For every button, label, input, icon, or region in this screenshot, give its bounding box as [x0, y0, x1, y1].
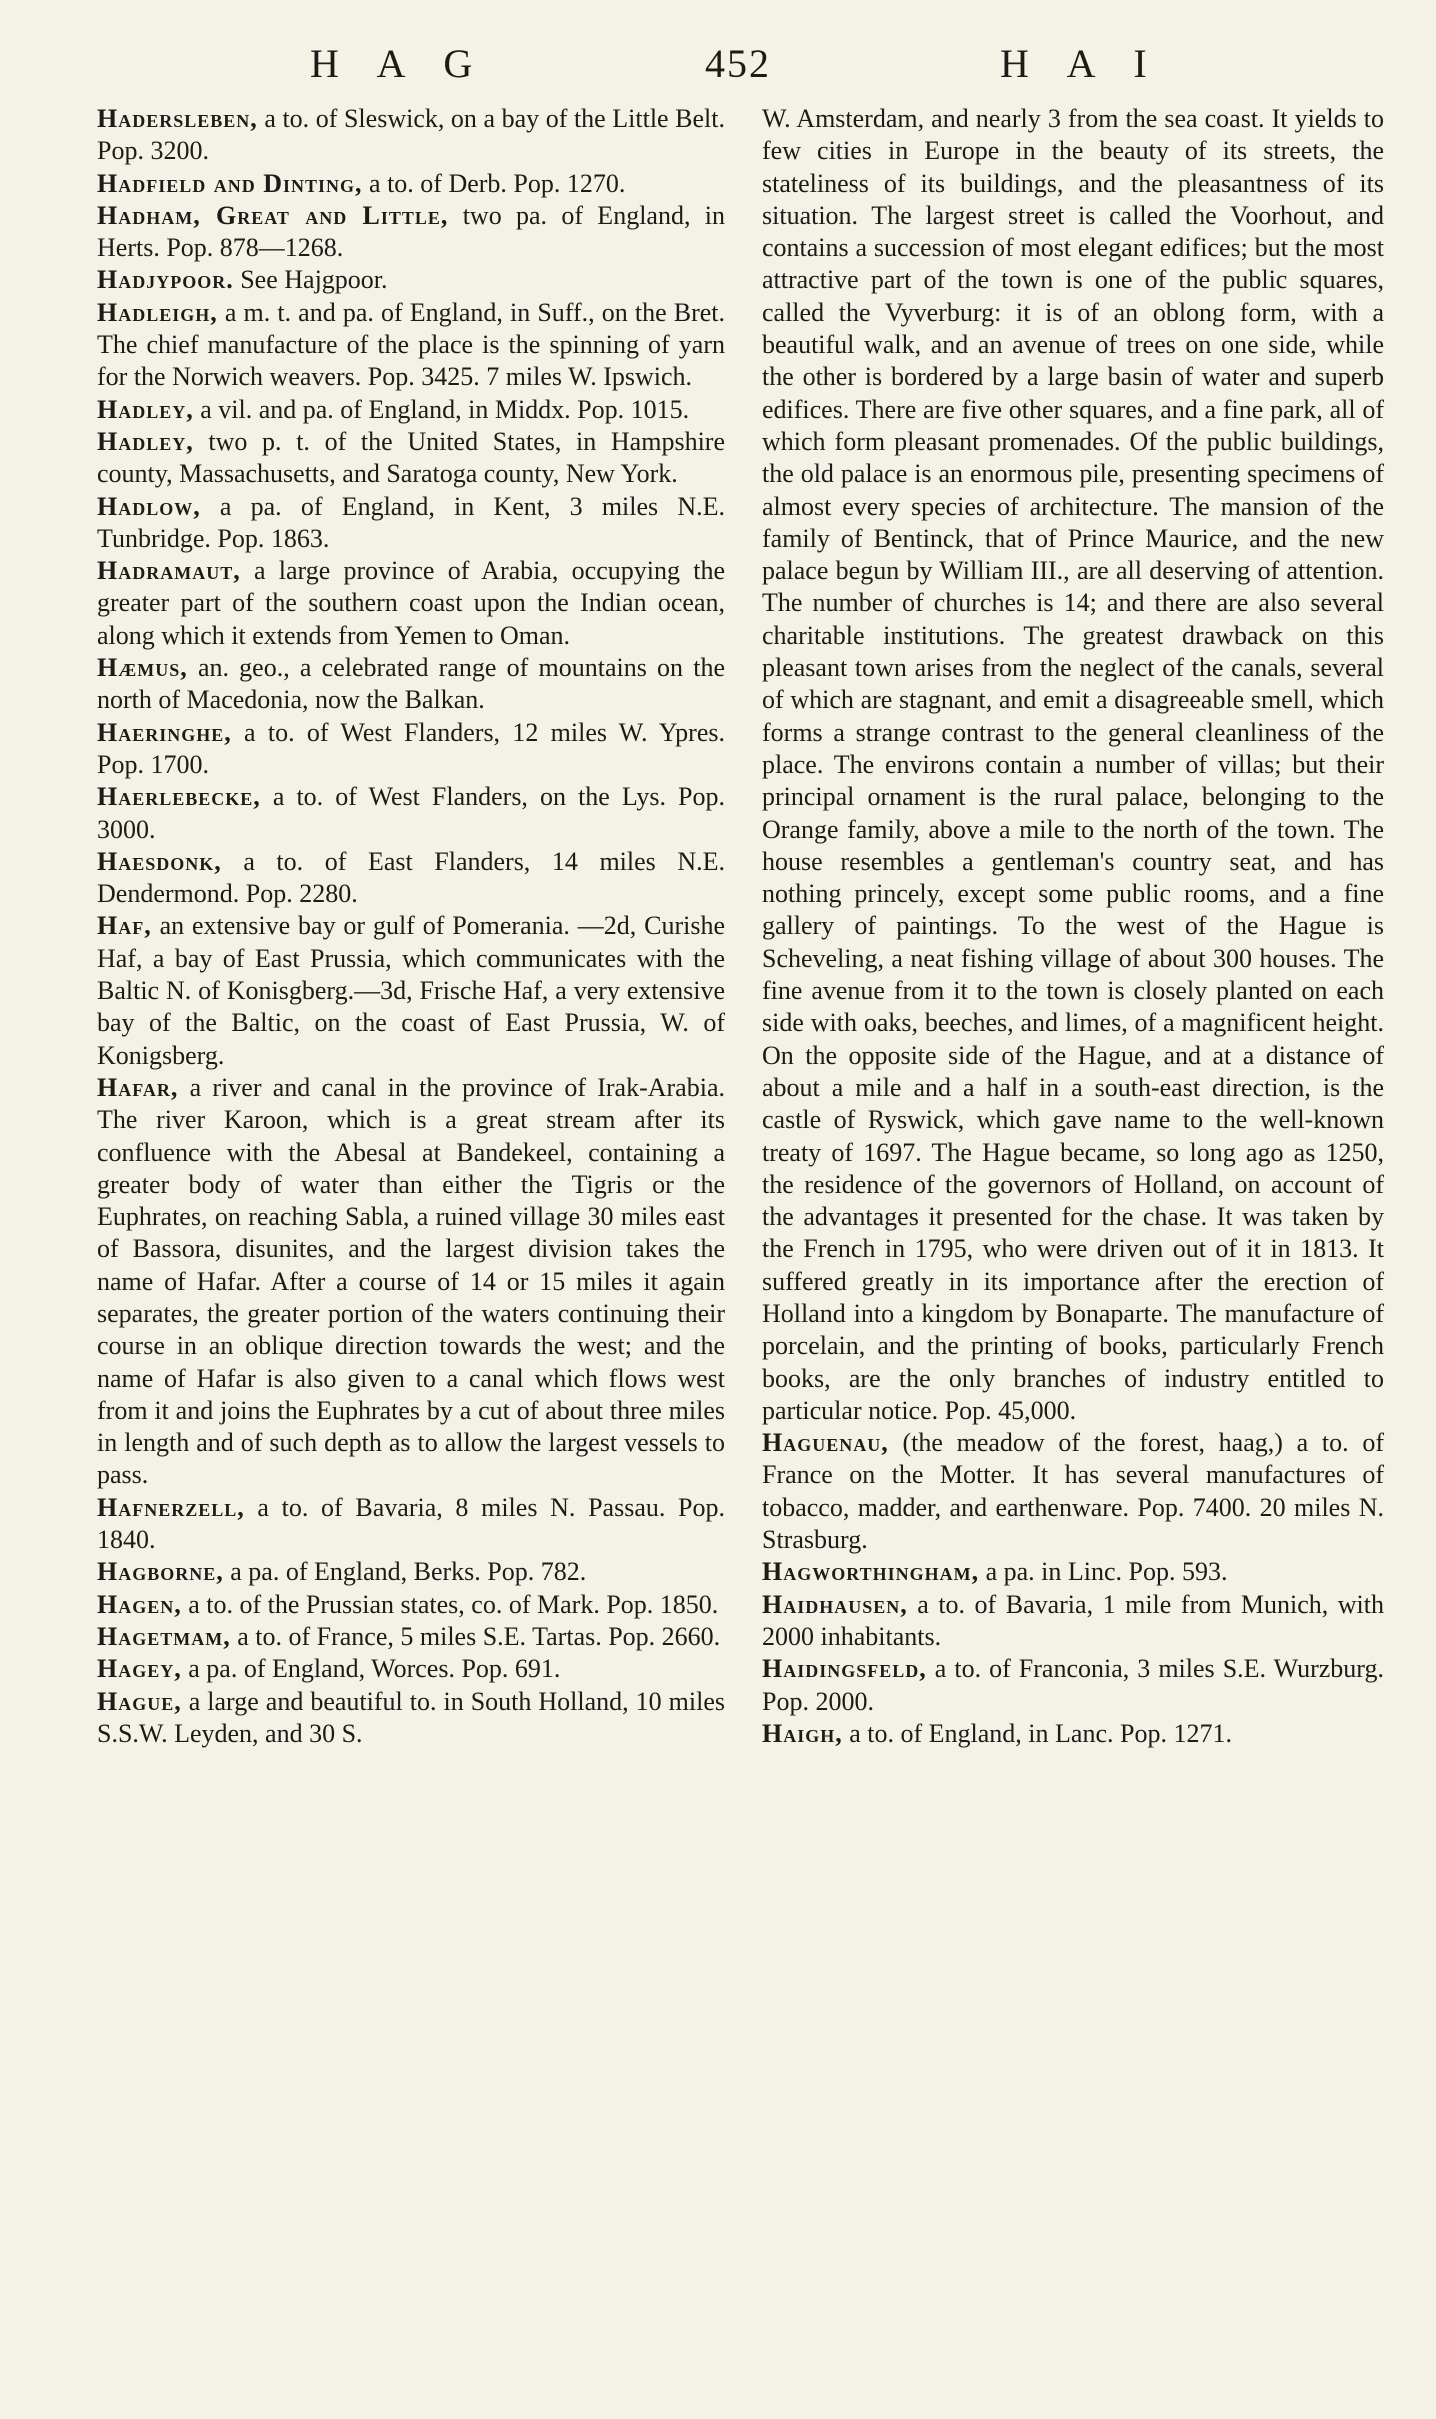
- entry-text: a to. of Bavaria, 8 miles N. Passau. Pop. 1840.: [97, 1492, 725, 1555]
- entry-headword: Hafar,: [97, 1072, 179, 1102]
- entry-text: a pa. of England, Berks. Pop. 782.: [223, 1557, 587, 1587]
- dictionary-entry: [97, 1556, 725, 1588]
- entry-text: See Hajgpoor.: [233, 265, 388, 295]
- dictionary-entry: [97, 1072, 725, 1492]
- entry-text: a to. of West Flanders, on the Lys. Pop. 3000.: [97, 782, 725, 844]
- dictionary-entry: [97, 652, 725, 717]
- dictionary-entry: [97, 910, 725, 1071]
- entry-headword: Hadersleben,: [97, 104, 258, 133]
- right-column: [762, 103, 1384, 1750]
- left-column: [97, 103, 725, 1750]
- entry-headword: Haerlebecke,: [97, 782, 261, 812]
- dictionary-entry: [97, 781, 725, 846]
- entry-headword: Hagborne,: [97, 1557, 224, 1587]
- running-head-left: H A G: [310, 41, 475, 86]
- entry-headword: Hafnerzell,: [97, 1492, 245, 1522]
- entry-text: a to. of France, 5 miles S.E. Tartas. Pop. 2660.: [230, 1621, 721, 1651]
- dictionary-entry: [762, 1718, 1384, 1750]
- dictionary-entry: [97, 717, 725, 782]
- dictionary-entry: [97, 394, 725, 426]
- dictionary-entry: [97, 426, 725, 491]
- entry-headword: Hadramaut,: [97, 556, 241, 586]
- entry-text: a to. of Derb. Pop. 1270.: [362, 168, 626, 198]
- page-number: 452: [705, 41, 771, 86]
- dictionary-entry: [97, 1621, 725, 1653]
- entry-text: two pa. of England, in Herts. Pop. 878—1268.: [97, 200, 725, 263]
- dictionary-entry: [762, 1427, 1384, 1556]
- entry-text: a to. of Franconia, 3 miles S.E. Wurzburg. Pop. 2000.: [762, 1654, 1384, 1716]
- entry-headword: Hadham, Great and Little,: [97, 200, 449, 230]
- entry-text: a m. t. and pa. of England, in Suff., on the Bret. The chief manufacture of the place is the spinning of yarn for the Norwich weavers. Pop. 3425. 7 miles W. Ipswich.: [97, 297, 725, 392]
- running-head-right: H A I: [1000, 41, 1149, 86]
- entry-headword: Haidingsfeld,: [762, 1654, 927, 1684]
- dictionary-entry: [97, 1653, 725, 1685]
- dictionary-entry: [762, 1589, 1384, 1654]
- entry-headword: Hadleigh,: [97, 297, 218, 327]
- entry-text: a to. of England, in Lanc. Pop. 1271.: [842, 1718, 1232, 1748]
- entry-headword: Haigh,: [762, 1718, 843, 1748]
- dictionary-entry: [97, 1492, 725, 1557]
- entry-text: a to. of West Flanders, 12 miles W. Ypres. Pop. 1700.: [97, 717, 725, 779]
- entry-headword: Haesdonk,: [97, 846, 222, 876]
- dictionary-entry: [97, 200, 725, 265]
- dictionary-entry: [97, 555, 725, 652]
- page-header: [0, 40, 1436, 96]
- entry-text: a pa. of England, in Kent, 3 miles N.E. Tunbridge. Pop. 1863.: [97, 491, 725, 553]
- entry-headword: Hæmus,: [97, 653, 188, 683]
- entry-text: two p. t. of the United States, in Hampshire county, Massachusetts, and Saratoga county, New York.: [97, 426, 725, 489]
- entry-text: (the meadow of the forest, haag,) a to. of France on the Motter. It has several manufactures of tobacco, madder, and earthenware. Pop. 7400. 20 miles N. Strasburg.: [762, 1428, 1384, 1555]
- entry-headword: Haidhausen,: [762, 1589, 908, 1619]
- entry-text: a to. of East Flanders, 14 miles N.E. Dendermond. Pop. 2280.: [97, 846, 725, 909]
- entry-text: a to. of Sleswick, on a bay of the Little Belt. Pop. 3200.: [97, 104, 725, 166]
- entry-headword: Hadjypoor.: [97, 265, 234, 295]
- entry-headword: Haf,: [97, 911, 152, 941]
- entry-text: a pa. of England, Worces. Pop. 691.: [181, 1654, 561, 1684]
- entry-headword: Hadley,: [97, 394, 194, 424]
- dictionary-entry: [97, 168, 725, 200]
- entry-headword: Hadley,: [97, 426, 194, 456]
- entry-headword: Hague,: [97, 1686, 182, 1716]
- entry-text: a to. of Bavaria, 1 mile from Munich, with 2000 inhabitants.: [762, 1589, 1384, 1651]
- continuation-paragraph: W. Amsterdam, and nearly 3 from the sea coast. It yields to few cities in Europe in the beauty of its streets, the stateliness of its buildings, and the pleasantness of its situation. The largest street is called the Voorhout, and contains a succession of most elegant edifices; but the most attractive part of the town is one of the public squares, called the Vyverburg: it is of an oblong form, with a beautiful walk, and an avenue of trees on one side, while the other is bordered by a large basin of water and superb edifices. There are five other squares, and a fine park, all of which form pleasant promenades. Of the public buildings, the old palace is an enormous pile, presenting specimens of almost every species of architecture. The mansion of the family of Bentinck, that of Prince Maurice, and the new palace begun by William III., are all deserving of attention. The number of churches is 14; and there are also several charitable institutions. The greatest drawback on this pleasant town arises from the neglect of the canals, several of which are stagnant, and emit a disagreeable smell, which forms a strange contrast to the general cleanliness of the place. The environs contain a number of villas; but their principal ornament is the rural palace, belonging to the Orange family, above a mile to the north of the town. The house resembles a gentleman's country seat, and has nothing princely, except some public rooms, and a fine gallery of paintings. To the west of the Hague is Scheveling, a neat fishing village of about 300 houses. The fine avenue from it to the town is closely planted on each side with oaks, beeches, and limes, of a magnificent height. On the opposite side of the Hague, and at a distance of about a mile and a half in a south-east direction, is the castle of Ryswick, which gave name to the well-known treaty of 1697. The Hague became, so long ago as 1250, the residence of the governors of Holland, on account of the advantages it presented for the chase. It was taken by the French in 1795, who were driven out of it in 1813. It suffered greatly in its importance after the erection of Holland into a kingdom by Bonaparte. The manufacture of porcelain, and the printing of books, particularly French books, are the only branches of industry entitled to particular notice. Pop. 45,000.: [762, 104, 1384, 1425]
- entry-headword: Hagworthingham,: [762, 1557, 980, 1587]
- entry-headword: Hagen,: [97, 1589, 182, 1619]
- entry-text: an extensive bay or gulf of Pomerania. —2d, Curishe Haf, a bay of East Prussia, which communicates with the Baltic N. of Konisgberg.—3d, Frische Haf, a very extensive bay of the Baltic, on the coast of East Prussia, W. of Konigsberg.: [97, 911, 725, 1070]
- dictionary-entry: [762, 1653, 1384, 1718]
- dictionary-entry: [762, 1556, 1384, 1588]
- entry-headword: Hadlow,: [97, 491, 201, 521]
- dictionary-entry: [97, 846, 725, 911]
- entry-text: a vil. and pa. of England, in Middx. Pop. 1015.: [193, 394, 690, 424]
- entry-headword: Hagetmam,: [97, 1621, 231, 1651]
- dictionary-entry: [97, 491, 725, 556]
- entry-headword: Haeringhe,: [97, 717, 232, 747]
- entry-text: a river and canal in the province of Irak-Arabia. The river Karoon, which is a great stream after its confluence with the Abesal at Bandekeel, containing a greater body of water than either the Tigris or the Euphrates, on reaching Sabla, a ruined village 30 miles east of Bassora, disunites, and the largest division takes the name of Hafar. After a course of 14 or 15 miles it again separates, the greater portion of the waters continuing their course in an oblique direction towards the west; and the name of Hafar is also given to a canal which flows west from it and joins the Euphrates by a cut of about three miles in length and of such depth as to allow the largest vessels to pass.: [97, 1072, 725, 1490]
- entry-text: a large and beautiful to. in South Holland, 10 miles S.S.W. Leyden, and 30 S.: [97, 1686, 725, 1748]
- entry-headword: Hadfield and Dinting,: [97, 168, 363, 198]
- dictionary-entry: [97, 297, 725, 394]
- entry-text: a pa. in Linc. Pop. 593.: [979, 1557, 1228, 1587]
- dictionary-entry: [97, 103, 725, 168]
- entry-headword: Haguenau,: [762, 1428, 889, 1458]
- dictionary-entry: [97, 1686, 725, 1751]
- entry-text: a large province of Arabia, occupying the greater part of the southern coast upon the Indian ocean, along which it extends from Yemen to Oman.: [97, 556, 725, 650]
- entry-text: a to. of the Prussian states, co. of Mark. Pop. 1850.: [181, 1589, 719, 1619]
- entry-text: an. geo., a celebrated range of mountains on the north of Macedonia, now the Balkan.: [97, 653, 725, 715]
- entry-headword: Hagey,: [97, 1654, 182, 1684]
- dictionary-entry: [97, 264, 725, 296]
- dictionary-entry: [97, 1589, 725, 1621]
